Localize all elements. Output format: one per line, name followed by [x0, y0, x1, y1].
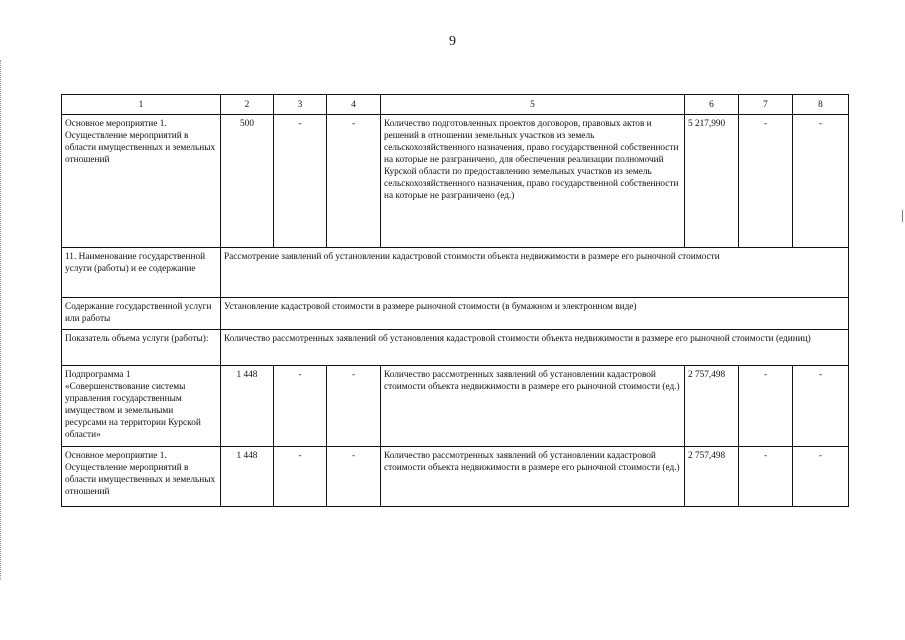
data-table	[61, 94, 849, 507]
table-cell: 500	[221, 115, 274, 248]
column-header: 2	[221, 95, 274, 115]
table-row	[62, 447, 849, 507]
column-header: 6	[685, 95, 739, 115]
row-title: Показатель объема услуги (работы):	[62, 330, 221, 366]
table-cell: -	[274, 115, 327, 248]
table-cell: -	[274, 366, 327, 447]
row-title: Основное мероприятие 1. Осуществление мероприятий в области имущественных и земельных отношений	[62, 447, 221, 507]
column-header: 1	[62, 95, 221, 115]
merged-cell: Количество рассмотренных заявлений об установления кадастровой стоимости объекта недвижимости в размере его рыночной стоимости (единиц)	[221, 330, 849, 366]
header-row	[62, 95, 849, 115]
table-cell: -	[274, 447, 327, 507]
indicator-cell: Количество рассмотренных заявлений об установлении кадастровой стоимости объекта недвижимости в размере его рыночной стоимости (ед.)	[381, 447, 685, 507]
table-cell: -	[793, 115, 849, 248]
merged-cell: Установление кадастровой стоимости в размере рыночной стоимости (в бумажном и электронном виде)	[221, 298, 849, 330]
table-cell: -	[739, 447, 793, 507]
indicator-cell: Количество рассмотренных заявлений об установлении кадастровой стоимости объекта недвижимости в размере его рыночной стоимости (ед.)	[381, 366, 685, 447]
table-row	[62, 115, 849, 248]
merged-cell: Рассмотрение заявлений об установлении кадастровой стоимости объекта недвижимости в размере его рыночной стоимости	[221, 248, 849, 298]
volume-indicator-row	[62, 330, 849, 366]
amount-cell: 2 757,498	[685, 366, 739, 447]
scan-edge-mark	[899, 210, 903, 222]
table-cell: -	[739, 115, 793, 248]
page-number: 9	[449, 34, 456, 49]
table-cell: -	[327, 366, 381, 447]
row-title: 11. Наименование государственной услуги (работы) и ее содержание	[62, 248, 221, 298]
column-header: 3	[274, 95, 327, 115]
table-cell: -	[793, 366, 849, 447]
table-cell: -	[327, 115, 381, 248]
column-header: 5	[381, 95, 685, 115]
indicator-cell: Количество подготовленных проектов договоров, правовых актов и решений в отношении земельных участков из земель сельскохозяйственного назначения, право государственной собственности на которые не разграничено, для обеспечения реализации полномочий Курской области по предоставлению земельных участков из земель сельскохозяйственного назначения, право государственной собственности на которые не разграничено (ед.)	[381, 115, 685, 248]
row-title: Основное мероприятие 1. Осуществление мероприятий в области имущественных и земельных отношений	[62, 115, 221, 248]
column-header: 7	[739, 95, 793, 115]
table-cell: -	[793, 447, 849, 507]
service-content-row	[62, 298, 849, 330]
table-cell: 1 448	[221, 447, 274, 507]
amount-cell: 5 217,990	[685, 115, 739, 248]
table-cell: -	[327, 447, 381, 507]
row-title: Подпрограмма 1 «Совершенствование системы управления государственным имуществом и земельными ресурсами на территории Курской области»	[62, 366, 221, 447]
amount-cell: 2 757,498	[685, 447, 739, 507]
column-header: 4	[327, 95, 381, 115]
table-cell: -	[739, 366, 793, 447]
scan-edge-artifact	[0, 60, 3, 580]
table-cell: 1 448	[221, 366, 274, 447]
table-row	[62, 366, 849, 447]
column-header: 8	[793, 95, 849, 115]
row-title: Содержание государственной услуги или работы	[62, 298, 221, 330]
service-name-row	[62, 248, 849, 298]
